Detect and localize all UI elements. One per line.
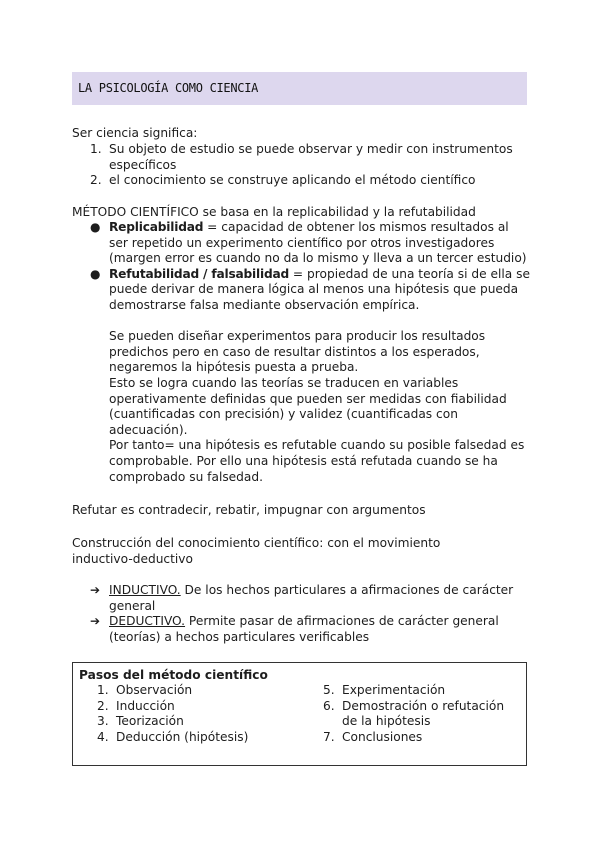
bullet-icon: ● [90, 266, 101, 281]
step-item [323, 683, 521, 699]
bullet-term: Refutabilidad / falsabilidad [109, 266, 290, 281]
steps-box [72, 662, 527, 766]
arrow-right-icon: ➔ [90, 614, 101, 629]
intro-text: Ser ciencia significa: [72, 126, 198, 140]
step-number: 5. [323, 683, 335, 697]
arrow-right-icon: ➔ [90, 583, 101, 597]
step-text: Conclusiones [342, 729, 423, 744]
step-text: Demostración o refutación de la hipótesis [342, 698, 505, 729]
steps-left-column [97, 683, 297, 745]
bullet-term: Replicabilidad [109, 220, 204, 234]
bullet-item [90, 267, 530, 314]
list-item-text: el conocimiento se construye aplicando el método científico [109, 173, 476, 188]
list-item-text: Su objeto de estudio se puede observar y medir con instrumentos específicos [109, 142, 513, 172]
steps-box-title: Pasos del método científico [79, 668, 268, 682]
refutability-paragraph: Se pueden diseñar experimentos para producir los resultados predichos pero en caso de resultar distintos a los esperados, negaremos la hipótesis puesta a prueba. Esto se logra cuando las teorías se traducen en variables operativamente definidas que pueden ser medidas con fiabilidad (cuantificadas con precisión) y validez (cuantificadas con adecuación). Por tanto= una hipótesis es refutable cuando su posible falsedad es comprobable. Por ello una hipótesis está refutada cuando se ha comprobado su falsedad. [109, 329, 525, 484]
step-text: Inducción [116, 698, 175, 713]
list-number: 1. [90, 142, 102, 156]
arrow-text: De los hechos particulares a afirmaciones de carácter general [109, 583, 514, 613]
list-item [90, 173, 530, 189]
refutar-line: Refutar es contradecir, rebatir, impugnar con argumentos [72, 503, 426, 517]
step-item [323, 699, 521, 730]
intro-list [90, 142, 530, 189]
bullet-definition: = capacidad de obtener los mismos resultados al ser repetido un experimento científico por otros investigadores (margen error es cuando no da lo mismo y lleva a un tercer estudio) [109, 220, 527, 266]
step-number: 7. [323, 729, 335, 744]
construction-text: Construcción del conocimiento científico: con el movimiento inductivo-deductivo [72, 536, 441, 566]
arrow-item [90, 583, 530, 614]
step-text: Deducción (hipótesis) [116, 729, 249, 744]
arrow-item [90, 614, 530, 645]
step-text: Teorización [116, 714, 184, 729]
arrow-text: Permite pasar de afirmaciones de carácter general (teorías) a hechos particulares verificables [109, 614, 499, 644]
list-number: 2. [90, 173, 102, 188]
step-item [97, 714, 297, 730]
method-direction-list [90, 583, 530, 645]
arrow-term: INDUCTIVO. [109, 583, 181, 597]
method-heading: MÉTODO CIENTÍFICO se basa en la replicabilidad y la refutabilidad [72, 205, 476, 219]
list-item [90, 142, 530, 173]
arrow-term: DEDUCTIVO. [109, 614, 186, 629]
bullet-definition: = propiedad de una teoría si de ella se puede derivar de manera lógica al menos una hipótesis que pueda demostrarse falsa mediante observación empírica. [109, 266, 530, 312]
page-title: LA PSICOLOGÍA COMO CIENCIA [78, 81, 259, 95]
steps-right-column [323, 683, 521, 745]
step-item [97, 730, 297, 746]
step-text: Experimentación [342, 683, 446, 697]
step-text: Observación [116, 683, 193, 697]
step-item [323, 730, 521, 746]
bullet-icon: ● [90, 220, 101, 234]
step-number: 3. [97, 714, 109, 729]
step-item [97, 699, 297, 715]
method-bullet-list [90, 220, 530, 485]
step-number: 2. [97, 698, 109, 713]
step-number: 4. [97, 729, 109, 744]
step-item [97, 683, 297, 699]
step-number: 1. [97, 683, 109, 697]
step-number: 6. [323, 698, 335, 713]
title-band [72, 72, 527, 105]
bullet-item [90, 220, 530, 267]
